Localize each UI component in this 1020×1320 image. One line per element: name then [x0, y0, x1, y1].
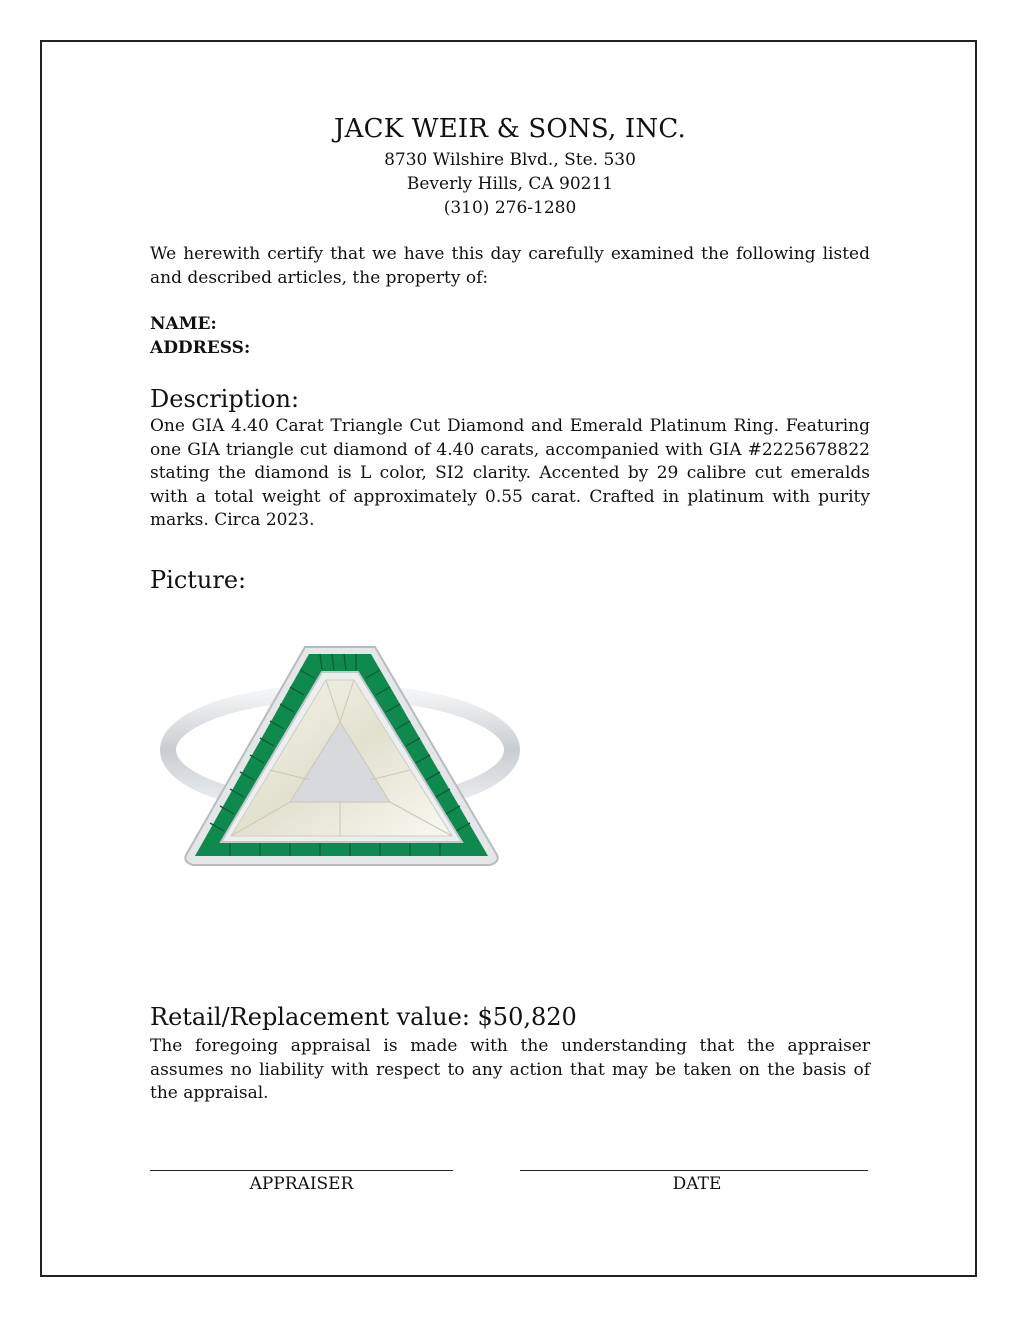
date-label: DATE — [672, 1174, 722, 1194]
liability-disclaimer: The foregoing appraisal is made with the understanding that the appraiser assumes no liability with respect to any action that may be taken on the basis of the appraisal. — [150, 1036, 870, 1103]
ring-image — [150, 630, 530, 930]
picture-heading: Picture: — [150, 566, 247, 594]
company-address-line2: Beverly Hills, CA 90211 — [406, 174, 614, 194]
name-label: NAME: — [150, 314, 217, 334]
company-phone: (310) 276-1280 — [443, 198, 577, 218]
description-text: One GIA 4.40 Carat Triangle Cut Diamond and Emerald Platinum Ring. Featuring one GIA triangle cut diamond of 4.40 carats, accompanied with GIA #2225678822 stating the diamond is L color, SI2 clarity. Accented by 29 calibre cut emeralds with a total weight of approximately 0.55 carat. Crafted in platinum with purity marks. Circa 2023. — [150, 416, 870, 530]
date-signature-line — [520, 1170, 868, 1171]
address-label: ADDRESS: — [150, 338, 251, 358]
appraiser-signature-line — [150, 1170, 453, 1171]
company-name: JACK WEIR & SONS, INC. — [334, 114, 686, 144]
retail-value: Retail/Replacement value: $50,820 — [150, 1003, 577, 1031]
description-heading: Description: — [150, 385, 300, 413]
certification-statement: We herewith certify that we have this day carefully examined the following listed and described articles, the property of: — [150, 244, 870, 288]
appraiser-label: APPRAISER — [249, 1174, 354, 1194]
company-address-line1: 8730 Wilshire Blvd., Ste. 530 — [384, 150, 636, 170]
